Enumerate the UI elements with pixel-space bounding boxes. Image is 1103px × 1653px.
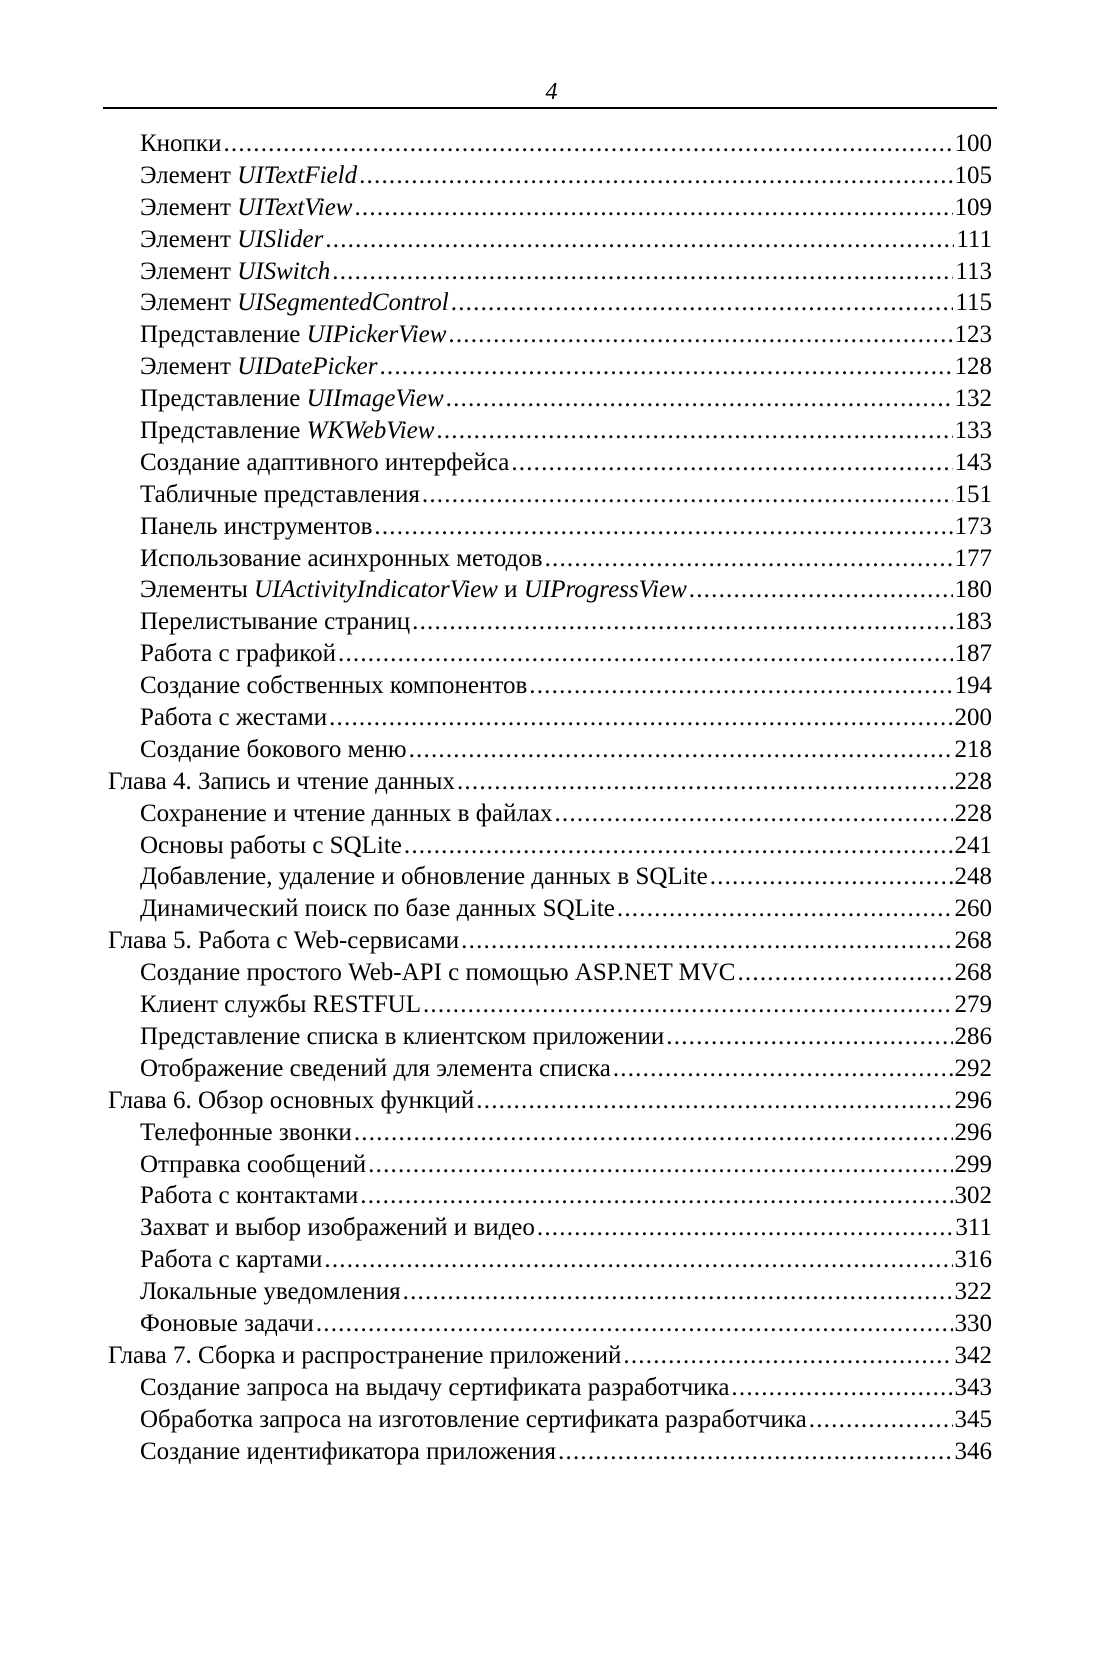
page-number: 4 bbox=[545, 79, 558, 105]
toc-page-number: 311 bbox=[955, 1214, 992, 1242]
toc-title-segment: Работа с картами bbox=[140, 1246, 323, 1274]
toc-title-segment: Элемент bbox=[140, 225, 238, 253]
toc-dot-leader bbox=[710, 861, 953, 893]
toc-entry-title bbox=[140, 128, 221, 160]
toc-page-number: 302 bbox=[954, 1182, 992, 1210]
toc-dot-leader bbox=[554, 798, 952, 830]
toc-entry-title bbox=[140, 1436, 556, 1468]
toc-section-entry bbox=[140, 415, 992, 447]
toc-dot-leader bbox=[374, 511, 952, 543]
toc-title-segment: Обработка запроса на изготовление сертификата разработчика bbox=[140, 1405, 807, 1433]
toc-dot-leader bbox=[338, 638, 953, 670]
toc-entry-title bbox=[140, 830, 402, 862]
toc-page-number: 123 bbox=[954, 321, 992, 349]
toc-title-segment: Работа с графикой bbox=[140, 640, 336, 668]
toc-dot-leader bbox=[529, 670, 952, 702]
header-rule bbox=[103, 107, 997, 109]
toc-entry-title bbox=[140, 606, 410, 638]
toc-section-entry bbox=[140, 1053, 992, 1085]
toc-title-segment: Захват и выбор изображений и видео bbox=[140, 1214, 535, 1242]
toc-page-number: 346 bbox=[954, 1437, 992, 1465]
toc-entry-title bbox=[140, 893, 615, 925]
toc-dot-leader bbox=[461, 925, 952, 957]
toc-page-number: 296 bbox=[954, 1086, 992, 1114]
toc-entry-title bbox=[108, 925, 459, 957]
toc-section-entry bbox=[140, 383, 992, 415]
toc-entry-title bbox=[140, 192, 352, 224]
toc-title-segment: Отправка сообщений bbox=[140, 1150, 367, 1178]
toc-page-number: 248 bbox=[954, 863, 992, 891]
toc-dot-leader bbox=[448, 319, 952, 351]
toc-dot-leader bbox=[476, 1085, 952, 1117]
toc-page-number: 299 bbox=[954, 1150, 992, 1178]
toc-title-segment: Создание простого Web-API с помощью ASP.NET MVC bbox=[140, 959, 736, 987]
toc-dot-leader bbox=[511, 447, 952, 479]
toc-section-entry bbox=[140, 511, 992, 543]
toc-dot-leader bbox=[545, 543, 953, 575]
toc-page-number: 228 bbox=[954, 767, 992, 795]
toc-section-entry bbox=[140, 447, 992, 479]
toc-entry-title bbox=[140, 989, 421, 1021]
toc-page-number: 132 bbox=[954, 385, 992, 413]
toc-title-segment: Элемент bbox=[140, 289, 238, 317]
toc-dot-leader bbox=[689, 574, 953, 606]
toc-section-entry bbox=[140, 351, 992, 383]
toc-page-number: 113 bbox=[955, 257, 992, 285]
toc-entry-title bbox=[140, 1117, 352, 1149]
toc-section-entry bbox=[140, 638, 992, 670]
toc-section-entry bbox=[140, 861, 992, 893]
toc-entry-title bbox=[140, 957, 735, 989]
toc-dot-leader bbox=[332, 256, 953, 288]
toc-page-number: 343 bbox=[954, 1373, 992, 1401]
toc-entry-title bbox=[140, 574, 687, 606]
toc-page-number: 322 bbox=[954, 1278, 992, 1306]
toc-title-segment: Локальные уведомления bbox=[140, 1278, 401, 1306]
toc-dot-leader bbox=[423, 989, 953, 1021]
toc-title-segment: Кнопки bbox=[140, 130, 222, 157]
toc-dot-leader bbox=[613, 1053, 953, 1085]
toc-section-entry bbox=[140, 1308, 992, 1340]
toc-dot-leader bbox=[412, 606, 952, 638]
toc-page-number: 330 bbox=[954, 1309, 992, 1337]
toc-section-entry bbox=[140, 702, 992, 734]
toc-dot-leader bbox=[737, 957, 952, 989]
toc-title-segment: Использование асинхронных методов bbox=[140, 544, 543, 572]
toc-entry-title bbox=[140, 1244, 322, 1276]
toc-dot-leader bbox=[223, 128, 952, 160]
toc-title-italic-segment: UITextView bbox=[237, 193, 353, 221]
toc-section-entry bbox=[140, 287, 992, 319]
toc-title-segment: Панель инструментов bbox=[140, 512, 373, 540]
toc-entry-title bbox=[140, 543, 543, 575]
toc-title-segment: Глава 6. Обзор основных функций bbox=[108, 1086, 475, 1114]
toc-title-segment: Представление bbox=[140, 321, 307, 349]
toc-entry-title bbox=[140, 638, 336, 670]
toc-title-italic-segment: UISegmentedControl bbox=[237, 289, 449, 317]
toc-title-segment: Работа с жестами bbox=[140, 704, 328, 732]
toc-section-entry bbox=[140, 1149, 992, 1181]
toc-title-segment: Элемент bbox=[140, 257, 238, 285]
toc-title-segment: Элемент bbox=[140, 161, 238, 189]
toc-dot-leader bbox=[403, 1276, 953, 1308]
toc-entry-title bbox=[108, 766, 455, 798]
toc-dot-leader bbox=[537, 1212, 954, 1244]
toc-dot-leader bbox=[409, 734, 953, 766]
toc-entry-title bbox=[140, 1212, 535, 1244]
toc-section-entry bbox=[140, 256, 992, 288]
toc-page-number: 183 bbox=[954, 608, 992, 636]
toc-section-entry bbox=[140, 1212, 992, 1244]
toc-title-segment: Основы работы с SQLite bbox=[140, 831, 402, 859]
toc-entry-title bbox=[140, 160, 357, 192]
toc-page-number: 111 bbox=[956, 225, 992, 253]
toc-entry-title bbox=[140, 702, 327, 734]
table-of-contents bbox=[0, 128, 1103, 1467]
toc-entry-title bbox=[140, 1308, 314, 1340]
toc-dot-leader bbox=[446, 383, 953, 415]
toc-section-entry bbox=[140, 798, 992, 830]
toc-entry-title bbox=[140, 798, 552, 830]
toc-entry-title bbox=[140, 511, 372, 543]
toc-section-entry bbox=[140, 893, 992, 925]
toc-page-number: 228 bbox=[954, 799, 992, 827]
toc-page-number: 268 bbox=[954, 927, 992, 955]
toc-page-number: 268 bbox=[954, 959, 992, 987]
toc-entry-title bbox=[140, 1372, 729, 1404]
toc-section-entry bbox=[140, 1436, 992, 1468]
toc-section-entry bbox=[140, 1117, 992, 1149]
toc-dot-leader bbox=[666, 1021, 952, 1053]
toc-entry-title bbox=[140, 861, 708, 893]
toc-section-entry bbox=[140, 224, 992, 256]
toc-title-segment: Создание бокового меню bbox=[140, 735, 407, 763]
toc-section-entry bbox=[140, 160, 992, 192]
toc-chapter-entry bbox=[108, 1340, 992, 1372]
toc-page-number: 187 bbox=[954, 640, 992, 668]
toc-title-segment: Создание адаптивного интерфейса bbox=[140, 448, 510, 476]
toc-title-segment: Элемент bbox=[140, 193, 238, 221]
toc-chapter-entry bbox=[108, 925, 992, 957]
toc-entry-title bbox=[140, 1149, 366, 1181]
toc-title-segment: Табличные представления bbox=[140, 480, 420, 508]
toc-dot-leader bbox=[354, 192, 952, 224]
toc-section-entry bbox=[140, 1021, 992, 1053]
toc-page-number: 345 bbox=[954, 1405, 992, 1433]
toc-chapter-entry bbox=[108, 766, 992, 798]
toc-dot-leader bbox=[354, 1117, 953, 1149]
toc-entry-title bbox=[140, 1053, 611, 1085]
toc-page-number: 279 bbox=[954, 991, 992, 1019]
toc-page-number: 173 bbox=[954, 512, 992, 540]
toc-title-segment: и bbox=[497, 576, 524, 604]
toc-dot-leader bbox=[360, 1180, 952, 1212]
toc-page-number: 151 bbox=[954, 480, 992, 508]
toc-page-number: 200 bbox=[954, 704, 992, 732]
toc-section-entry bbox=[140, 1244, 992, 1276]
toc-dot-leader bbox=[359, 160, 952, 192]
toc-title-italic-segment: UIDatePicker bbox=[237, 353, 378, 381]
toc-title-segment: Представление списка в клиентском приложении bbox=[140, 1022, 665, 1050]
toc-page-number: 194 bbox=[954, 672, 992, 700]
toc-entry-title bbox=[140, 351, 377, 383]
toc-page-number: 218 bbox=[954, 735, 992, 763]
toc-section-entry bbox=[140, 670, 992, 702]
toc-page-number: 133 bbox=[954, 417, 992, 445]
toc-title-italic-segment: UIImageView bbox=[306, 385, 444, 413]
toc-section-entry bbox=[140, 574, 992, 606]
toc-title-italic-segment: UISwitch bbox=[237, 257, 331, 285]
toc-section-entry bbox=[140, 543, 992, 575]
toc-page-number: 109 bbox=[954, 193, 992, 221]
toc-entry-title bbox=[140, 1180, 358, 1212]
toc-chapter-entry bbox=[108, 1085, 992, 1117]
toc-section-entry bbox=[140, 479, 992, 511]
toc-dot-leader bbox=[457, 766, 953, 798]
toc-dot-leader bbox=[558, 1436, 952, 1468]
toc-title-segment: Представление bbox=[140, 417, 307, 445]
toc-title-segment: Глава 7. Сборка и распространение приложений bbox=[108, 1341, 622, 1369]
toc-entry-title bbox=[140, 1404, 807, 1436]
toc-page-number: 100 bbox=[954, 130, 992, 157]
toc-title-segment: Представление bbox=[140, 385, 307, 413]
toc-title-segment: Добавление, удаление и обновление данных в SQLite bbox=[140, 863, 708, 891]
toc-title-segment: Перелистывание страниц bbox=[140, 608, 411, 636]
toc-title-italic-segment: UISlider bbox=[237, 225, 324, 253]
toc-section-entry bbox=[140, 1180, 992, 1212]
toc-page-number: 143 bbox=[954, 448, 992, 476]
toc-dot-leader bbox=[368, 1149, 952, 1181]
toc-section-entry bbox=[140, 830, 992, 862]
toc-title-segment: Отображение сведений для элемента списка bbox=[140, 1054, 611, 1082]
toc-page-number: 180 bbox=[954, 576, 992, 604]
toc-title-italic-segment: UIActivityIndicatorView bbox=[254, 576, 498, 604]
toc-section-entry bbox=[140, 606, 992, 638]
toc-title-italic-segment: WKWebView bbox=[306, 417, 435, 445]
toc-entry-title bbox=[140, 319, 446, 351]
toc-title-segment: Динамический поиск по базе данных SQLite bbox=[140, 895, 615, 923]
toc-dot-leader bbox=[422, 479, 953, 511]
toc-section-entry bbox=[140, 192, 992, 224]
toc-title-segment: Создание запроса на выдачу сертификата разработчика bbox=[140, 1373, 730, 1401]
toc-title-italic-segment: UIPickerView bbox=[306, 321, 447, 349]
toc-dot-leader bbox=[316, 1308, 953, 1340]
toc-section-entry bbox=[140, 1276, 992, 1308]
toc-section-entry bbox=[140, 957, 992, 989]
toc-entry-title bbox=[140, 670, 527, 702]
toc-section-entry bbox=[140, 319, 992, 351]
toc-title-segment: Элемент bbox=[140, 353, 238, 381]
toc-title-segment: Клиент службы RESTFUL bbox=[140, 991, 421, 1019]
toc-entry-title bbox=[108, 1085, 474, 1117]
toc-entry-title bbox=[140, 1276, 401, 1308]
toc-page-number: 177 bbox=[954, 544, 992, 572]
toc-page-number: 296 bbox=[954, 1118, 992, 1146]
toc-entry-title bbox=[140, 447, 509, 479]
toc-entry-title bbox=[140, 479, 420, 511]
toc-page-number: 316 bbox=[954, 1246, 992, 1274]
toc-section-entry bbox=[140, 128, 992, 160]
toc-entry-title bbox=[108, 1340, 621, 1372]
toc-section-entry bbox=[140, 734, 992, 766]
toc-dot-leader bbox=[623, 1340, 952, 1372]
toc-dot-leader bbox=[404, 830, 953, 862]
toc-entry-title bbox=[140, 734, 407, 766]
toc-page-number: 342 bbox=[954, 1341, 992, 1369]
toc-title-italic-segment: UITextField bbox=[237, 161, 358, 189]
toc-page-number: 105 bbox=[954, 161, 992, 189]
toc-entry-title bbox=[140, 224, 323, 256]
toc-dot-leader bbox=[617, 893, 953, 925]
toc-page-number: 286 bbox=[954, 1022, 992, 1050]
toc-title-segment: Создание собственных компонентов bbox=[140, 672, 528, 700]
toc-dot-leader bbox=[451, 287, 954, 319]
toc-page-number: 292 bbox=[954, 1054, 992, 1082]
toc-title-segment: Создание идентификатора приложения bbox=[140, 1437, 557, 1465]
toc-title-segment: Глава 4. Запись и чтение данных bbox=[108, 767, 455, 795]
toc-title-segment: Элементы bbox=[140, 576, 255, 604]
toc-page-number: 241 bbox=[954, 831, 992, 859]
toc-title-segment: Фоновые задачи bbox=[140, 1309, 314, 1337]
toc-section-entry bbox=[140, 1404, 992, 1436]
toc-entry-title bbox=[140, 256, 330, 288]
toc-page-number: 260 bbox=[954, 895, 992, 923]
toc-dot-leader bbox=[436, 415, 952, 447]
toc-section-entry bbox=[140, 1372, 992, 1404]
toc-dot-leader bbox=[329, 702, 952, 734]
toc-dot-leader bbox=[809, 1404, 953, 1436]
toc-title-segment: Телефонные звонки bbox=[140, 1118, 352, 1146]
toc-page-number: 115 bbox=[955, 289, 992, 317]
toc-title-italic-segment: UIProgressView bbox=[523, 576, 687, 604]
toc-title-segment: Сохранение и чтение данных в файлах bbox=[140, 799, 553, 827]
toc-page-number: 128 bbox=[954, 353, 992, 381]
toc-entry-title bbox=[140, 415, 434, 447]
toc-dot-leader bbox=[324, 1244, 952, 1276]
toc-entry-title bbox=[140, 1021, 664, 1053]
toc-section-entry bbox=[140, 989, 992, 1021]
toc-title-segment: Глава 5. Работа с Web-сервисами bbox=[108, 927, 460, 955]
toc-title-segment: Работа с контактами bbox=[140, 1182, 359, 1210]
toc-dot-leader bbox=[379, 351, 952, 383]
toc-entry-title bbox=[140, 287, 449, 319]
toc-entry-title bbox=[140, 383, 444, 415]
toc-dot-leader bbox=[731, 1372, 952, 1404]
toc-dot-leader bbox=[325, 224, 954, 256]
